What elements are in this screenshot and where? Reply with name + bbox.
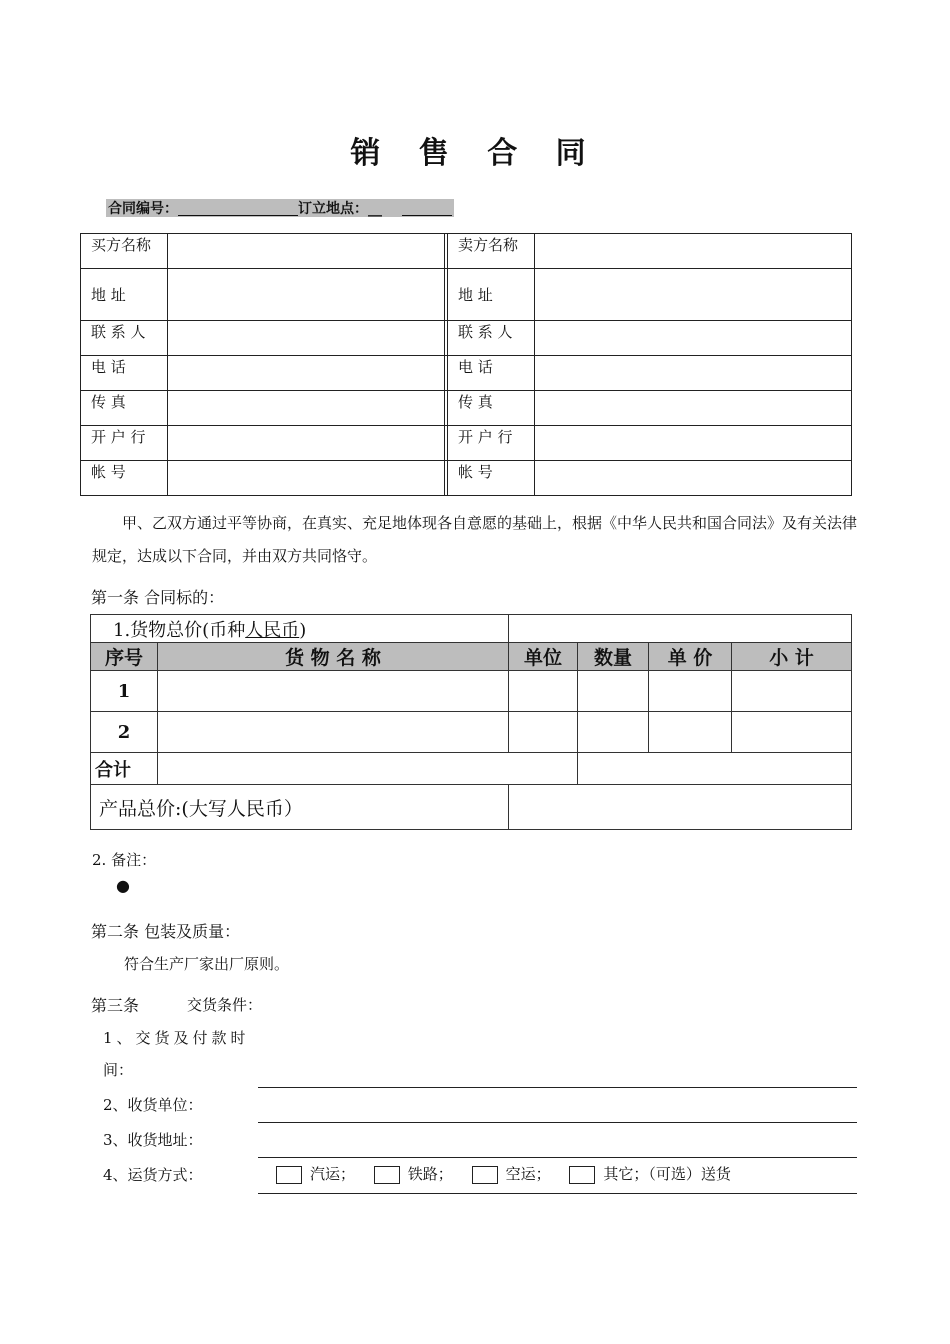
delivery-time-field[interactable] xyxy=(258,1087,857,1088)
seller-name-label: 卖方名称 xyxy=(448,234,535,269)
seller-fax-field[interactable] xyxy=(535,391,852,426)
rail-checkbox[interactable] xyxy=(374,1166,400,1184)
buyer-fax-field[interactable] xyxy=(168,391,445,426)
receiving-address-label: 3、收货地址： xyxy=(103,1131,203,1149)
receiving-unit-label: 2、收货单位： xyxy=(103,1096,203,1114)
article2-text: 符合生产厂家出厂原则。 xyxy=(124,955,290,973)
transport-label: 4、运货方式： xyxy=(103,1166,203,1184)
col-header-index: 序号 xyxy=(91,643,158,671)
unit-cell[interactable] xyxy=(509,712,578,753)
contract-no-label: 合同编号： xyxy=(108,201,178,217)
buyer-address-label: 地 址 xyxy=(81,269,168,321)
amount-row xyxy=(91,785,852,830)
buyer-name-field[interactable] xyxy=(168,234,445,269)
buyer-contact-field[interactable] xyxy=(168,321,445,356)
total-blank xyxy=(158,753,578,785)
col-header-unit: 单位 xyxy=(509,643,578,671)
total-label: 合计 xyxy=(91,753,158,785)
buyer-bank-label: 开 户 行 xyxy=(81,426,168,461)
buyer-account-label: 帐 号 xyxy=(81,461,168,496)
party-row xyxy=(81,234,852,269)
goods-total-label: 1.货物总价(币种 xyxy=(113,619,246,641)
table-row xyxy=(91,671,852,712)
seller-contact-label: 联 系 人 xyxy=(448,321,535,356)
buyer-phone-field[interactable] xyxy=(168,356,445,391)
other-option-label: 其它；（可选）送货 xyxy=(603,1165,731,1183)
total-value-cell[interactable] xyxy=(578,753,852,785)
unit-cell[interactable] xyxy=(509,671,578,712)
article3-subheading: 交货条件： xyxy=(187,996,263,1014)
seller-contact-field[interactable] xyxy=(535,321,852,356)
seller-phone-label: 电 话 xyxy=(448,356,535,391)
other-checkbox[interactable] xyxy=(569,1166,595,1184)
air-option-label: 空运； xyxy=(505,1165,551,1183)
buyer-name-label: 买方名称 xyxy=(81,234,168,269)
notes-label: 2. 备注： xyxy=(92,851,157,869)
subtotal-cell[interactable] xyxy=(732,671,852,712)
amount-label: 产品总价:(大写人民币） xyxy=(91,785,509,830)
document-title: 销 售 合 同 xyxy=(350,136,600,171)
col-header-price: 单 价 xyxy=(649,643,732,671)
goods-total-blank xyxy=(509,615,852,643)
notes-bullet: ● xyxy=(116,876,130,895)
row-index: 1 xyxy=(91,671,158,712)
truck-checkbox[interactable] xyxy=(276,1166,302,1184)
goods-name-cell[interactable] xyxy=(158,671,509,712)
receiving-unit-field[interactable] xyxy=(258,1122,857,1123)
party-row xyxy=(81,391,852,426)
subtotal-cell[interactable] xyxy=(732,712,852,753)
transport-options xyxy=(276,1163,731,1184)
article3-heading: 第三条 xyxy=(91,996,140,1015)
party-info-table xyxy=(80,233,852,496)
party-row xyxy=(81,461,852,496)
goods-header-row xyxy=(91,643,852,671)
party-row xyxy=(81,426,852,461)
seller-fax-label: 传 真 xyxy=(448,391,535,426)
col-header-subtotal: 小 计 xyxy=(732,643,852,671)
delivery-time-label-cont: 间： xyxy=(103,1061,134,1079)
buyer-contact-label: 联 系 人 xyxy=(81,321,168,356)
buyer-bank-field[interactable] xyxy=(168,426,445,461)
price-cell[interactable] xyxy=(649,712,732,753)
truck-option-label: 汽运； xyxy=(310,1165,356,1183)
place-label: 订立地点：__ xyxy=(298,201,382,217)
transport-field-line xyxy=(258,1193,857,1194)
seller-phone-field[interactable] xyxy=(535,356,852,391)
delivery-time-label: 1、交货及付款时 xyxy=(103,1029,250,1047)
quantity-cell[interactable] xyxy=(578,712,649,753)
seller-address-field[interactable] xyxy=(535,269,852,321)
party-row xyxy=(81,356,852,391)
goods-total-cell xyxy=(91,615,509,643)
party-row xyxy=(81,321,852,356)
col-header-quantity: 数量 xyxy=(578,643,649,671)
place-field[interactable] xyxy=(402,201,452,216)
amount-value-cell[interactable] xyxy=(509,785,852,830)
goods-table xyxy=(90,614,852,830)
seller-bank-field[interactable] xyxy=(535,426,852,461)
price-cell[interactable] xyxy=(649,671,732,712)
currency-close: ) xyxy=(299,619,307,641)
contract-meta-bar xyxy=(106,199,454,217)
seller-name-field[interactable] xyxy=(535,234,852,269)
quantity-cell[interactable] xyxy=(578,671,649,712)
col-header-name: 货 物 名 称 xyxy=(158,643,509,671)
party-row xyxy=(81,269,852,321)
goods-total-row xyxy=(91,615,852,643)
goods-name-cell[interactable] xyxy=(158,712,509,753)
buyer-phone-label: 电 话 xyxy=(81,356,168,391)
article2-heading: 第二条 包装及质量： xyxy=(91,922,241,941)
intro-paragraph: 甲、乙双方通过平等协商，在真实、充足地体现各自意愿的基础上，根据《中华人民共和国合同法》及有关法律规定，达成以下合同，并由双方共同恪守。 xyxy=(92,514,858,565)
total-row xyxy=(91,753,852,785)
seller-bank-label: 开 户 行 xyxy=(448,426,535,461)
buyer-address-field[interactable] xyxy=(168,269,445,321)
table-row xyxy=(91,712,852,753)
receiving-address-field[interactable] xyxy=(258,1157,857,1158)
article1-heading: 第一条 合同标的： xyxy=(91,588,225,607)
buyer-account-field[interactable] xyxy=(168,461,445,496)
air-checkbox[interactable] xyxy=(472,1166,498,1184)
buyer-fax-label: 传 真 xyxy=(81,391,168,426)
seller-address-label: 地 址 xyxy=(448,269,535,321)
seller-account-label: 帐 号 xyxy=(448,461,535,496)
rail-option-label: 铁路； xyxy=(407,1165,453,1183)
seller-account-field[interactable] xyxy=(535,461,852,496)
currency-value: 人民币 xyxy=(245,619,300,641)
contract-no-field[interactable] xyxy=(178,201,298,216)
row-index: 2 xyxy=(91,712,158,753)
